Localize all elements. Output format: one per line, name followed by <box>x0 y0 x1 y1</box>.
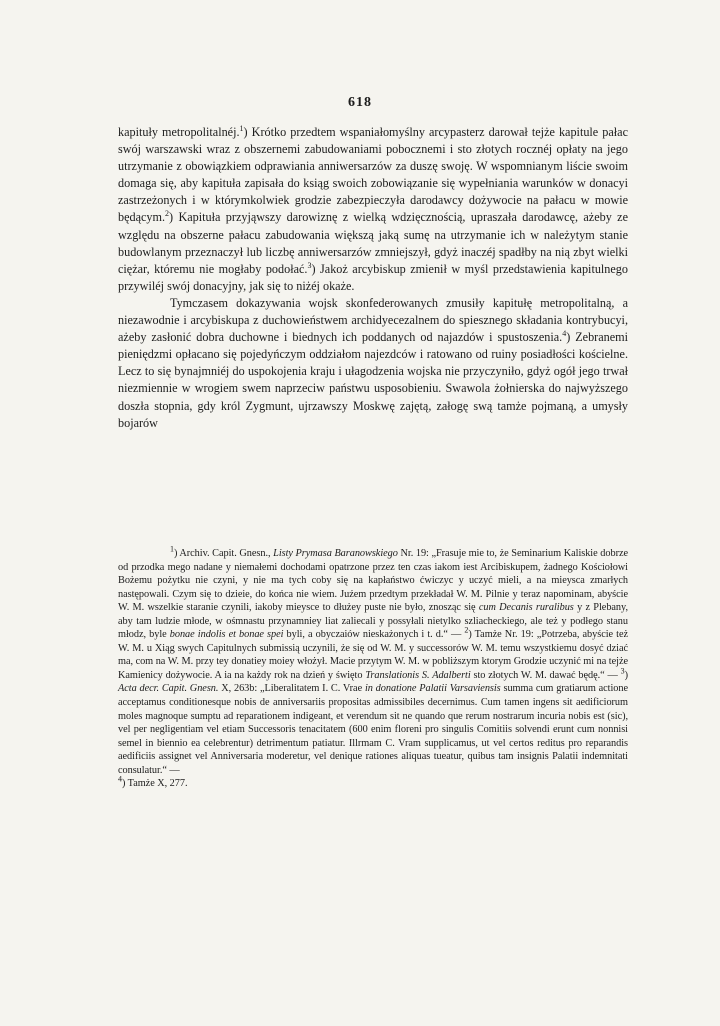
footnote-ref-3: 3 <box>307 260 312 270</box>
footnote-ref-1: 1 <box>239 123 244 133</box>
paragraph-1: kapituły metropolitalnéj.$^1$) Krótko przedtem wspaniałomyślny arcypasterz darował tejże kapitule pałac swój warszawski wraz z obszernemi zabudowaniami pobocznemi i sto złotych rocznéj opłaty na jego utrzymanie z obowiązkiem odprawiania anniwersarzów za duszę swoję. W wspomnianym liście swoim domaga się, aby kapituła zapisała do ksiąg swoich zobowiązanie się wypełniania warunków w donacyi zastrzeżonych i w którymkolwiek grodzie zabezpieczyła darodawcy dożywocie na pałacu w mowie będącym.$^2$) Kapituła przyjąwszy darowiznę z wielką wdzięcznością, upraszała darodawcę, ażeby ze względu na obszerne pałacu zabudowania większą jaką sumę na utrzymanie ich w należytym stanie budowlanym przeznaczył lub liczbę anniwersarzów zmniejszył, gdyż inaczéj spadłby na nią zbyt wielki ciężar, któremu nie mogłaby podołać.$^3$) Jakoż arcybiskup zmienił w myśl przedstawienia kapitulnego przywiléj swój donacyjny, jak się to niżéj okaże. <box>118 123 628 293</box>
main-text <box>118 124 628 432</box>
footnote-ref-2: 2 <box>165 209 170 219</box>
footnote-marker-4: 4 <box>118 774 122 784</box>
footnotes <box>118 544 629 791</box>
footnote-marker-2: 2 <box>464 625 469 635</box>
footnote-4: $^4$) Tamże X, 277. <box>118 774 188 790</box>
footnote-marker-3: 3 <box>620 666 625 676</box>
footnote-block: $^1$) Archiv. Capit. Gnesn., Listy Prymasa Baranowskiego Nr. 19: „Frasuje mie to, że Seminarium Kaliskie dobrze od przodka mego nadane y niemałemi dochodami opatrzone przez ten czas iakom iest Arcibiskupem, żadnego Kościołowi Bożemu pożytku nie czyni, y nie ma tych coby się na kapłaństwo ćwiczyc y uczyć mieli, a na mieysca zmarłych następowali. Czym się to dzieie, do końca nie wiem. Juźem przedtym przekładał W. M. Pilnie y teraz napominam, abyście W. M. wszelkie staranie czynili, iakoby mieysce to dłużey puste nie było, znosząc się cum Decanis ruralibus y z Plebany, aby tam ludzie młode, w ośmnastu przynamniey liat zaliecali y possyłali nietylko szliacheckiego, ale też y podłego stanu młodz, byle bonae indolis et bonae spei byli, a obyczaiów nieskażonych i t. d.“ — $^2$) Tamże Nr. 19: „Potrzeba, abyście też W. M. u Xiąg swych Capitulnych submissią uczynili, że się od W. M. y successorów W. M. temu wszystkiemu dosyć dziać ma, com na W. M. przy tey donatiey moiey włożył. Macie przytym W. M. w pobliższym ktorym Grodzie uczynić mi na tejże Kamienicy dożywocie. A ia na każdy rok na dzień y święto Translationis S. Adalberti sto złotych W. M. dawać będę.“ — $^3$) Acta decr. Capit. Gnesn. X, 263b: „Liberalitatem I. C. Vrae in donatione Palatii Varsaviensis summa cum gratiarum actione acceptamus conditionesque nobis de anniversariis propositas admissibiles decernimus. Cum tamen ingens sit aedificiorum moles magnoque sumptu ad reparationem indigeant, et verendum sit ne quando que rerum nostrarum incuria nobis est (sic), vel per negligentiam vel etiam Successoris tenacitatem (600 enim floreni pro singulis Comitiis solvendi erunt cum nonnisi semel in biennio ea celebrentur) detrimentum patiatur. Illrmam C. Vram supplicamus, ut vel certos reditus pro reparandis aedificiis assignet vel Anniversaria moderetur, vel denique rationes aliquas tueatur, quibus tam insignis Palatii indemnitati consulatur.“ — <box>118 544 629 776</box>
page-number: 618 <box>348 95 372 110</box>
footnote-ref-4: 4 <box>562 329 567 339</box>
footnote-marker-1: 1 <box>170 544 174 554</box>
paragraph-2: Tymczasem dokazywania wojsk skonfederowanych zmusiły kapitułę metropolitalną, a niezawodnie i arcybiskupa z duchowieństwem archidyecezalnem do spiesznego składania kontrybucyi, ażeby zasłonić dobra duchowne i biednych ich poddanych od najazdów i spustoszenia.$^4$) Zebranemi pieniędzmi opłacano się pojedyńczym oddziałom najezdców i ratowano od ruiny posiadłości kościelne. Lecz to się bynajmniéj do uspokojenia kraju i ułagodzenia wojska nie przyczyniło, gdyż ogół jego trwał niezmiennie w wrogiem swem naprzeciw państwu usposobieniu. Swawola żołnierska do najwyższego doszła stopnia, gdy król Zygmunt, ujrzawszy Moskwę zajętą, załogę swą tamże pojmaną, a umysły bojarów <box>118 295 628 430</box>
